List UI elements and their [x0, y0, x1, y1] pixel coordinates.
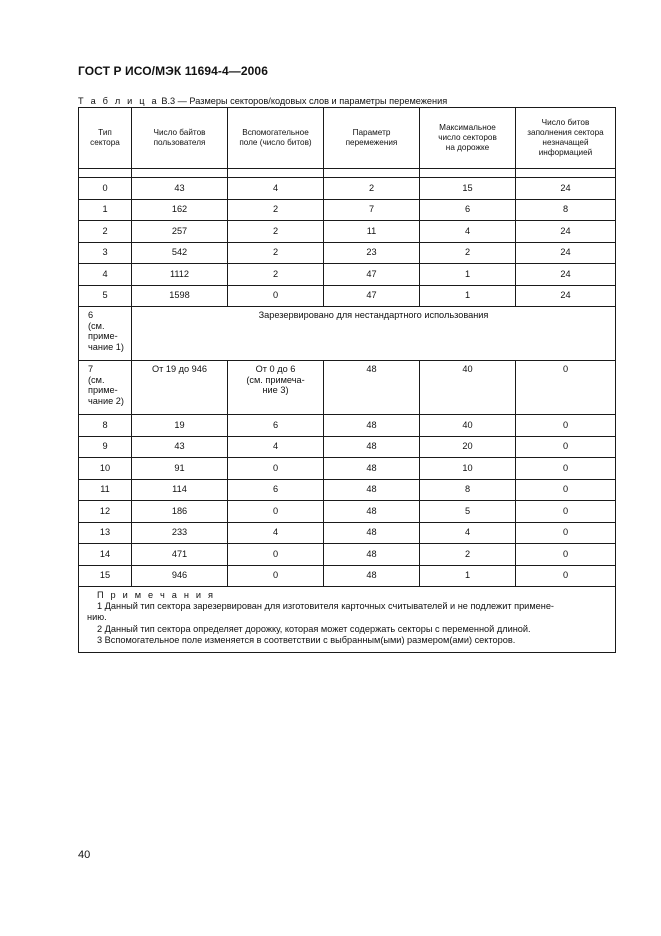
table-cell: 0 — [516, 415, 616, 437]
table-cell: 15 — [420, 178, 516, 200]
table-cell: 0 — [516, 522, 616, 544]
table-cell: 471 — [132, 544, 228, 566]
table-cell: 0 — [516, 361, 616, 415]
table-row — [79, 436, 616, 458]
table-cell: 24 — [516, 285, 616, 307]
page-number: 40 — [78, 849, 91, 861]
table-cell: 0 — [228, 501, 324, 523]
table-row — [79, 544, 616, 566]
table-notes — [79, 587, 616, 653]
table-row — [79, 479, 616, 501]
table-row — [79, 199, 616, 221]
table-cell: 15 — [79, 565, 132, 587]
table-cell: 946 — [132, 565, 228, 587]
table-header-row — [79, 108, 616, 169]
table-cell: 48 — [324, 479, 420, 501]
table-row — [79, 565, 616, 587]
table-cell: От 0 до 6 (см. примеча- ние 3) — [228, 361, 324, 415]
table-cell: 12 — [79, 501, 132, 523]
table-cell: 6 — [420, 199, 516, 221]
table-cell: 11 — [324, 221, 420, 243]
note-item: 2 Данный тип сектора определяет дорожку, которая может содержать секторы с переменной длиной. — [97, 623, 531, 634]
table-row — [79, 415, 616, 437]
table-cell: 20 — [420, 436, 516, 458]
table-cell: 43 — [132, 436, 228, 458]
table-row — [79, 178, 616, 200]
header-user-bytes: Число байтов пользователя — [132, 108, 228, 169]
table-cell: 6 — [228, 415, 324, 437]
table-row — [79, 522, 616, 544]
table-cell: 1 — [79, 199, 132, 221]
table-cell: 24 — [516, 178, 616, 200]
table-cell: 3 — [79, 242, 132, 264]
table-cell: 542 — [132, 242, 228, 264]
table-cell: 43 — [132, 178, 228, 200]
table-cell: 48 — [324, 458, 420, 480]
table-cell: 48 — [324, 565, 420, 587]
table-row-reserved — [79, 307, 616, 361]
table-cell: 0 — [228, 544, 324, 566]
document-header: ГОСТ Р ИСО/МЭК 11694-4—2006 — [78, 64, 268, 78]
table-cell: От 19 до 946 — [132, 361, 228, 415]
table-cell: 11 — [79, 479, 132, 501]
table-row — [79, 264, 616, 286]
table-cell: 91 — [132, 458, 228, 480]
table-cell: 0 — [516, 565, 616, 587]
header-max-sectors: Максимальное число секторов на дорожке — [420, 108, 516, 169]
table-cell: 1 — [420, 565, 516, 587]
table-cell: 47 — [324, 285, 420, 307]
note-item: нию. — [87, 612, 107, 623]
table-cell: 2 — [228, 199, 324, 221]
table-cell: 24 — [516, 264, 616, 286]
table-cell: 0 — [228, 565, 324, 587]
table-cell: 23 — [324, 242, 420, 264]
table-cell: 114 — [132, 479, 228, 501]
table-cell: 7 (см. приме- чание 2) — [79, 361, 132, 415]
table-caption — [78, 96, 447, 106]
note-item: 1 Данный тип сектора зарезервирован для изготовителя карточных считывателей и не подлежит примене- — [97, 601, 554, 612]
table-cell: 7 — [324, 199, 420, 221]
table-cell: 48 — [324, 436, 420, 458]
table-cell: 10 — [420, 458, 516, 480]
table-cell: 2 — [420, 544, 516, 566]
table-caption-text: В.3 — Размеры секторов/кодовых слов и параметры перемежения — [158, 96, 448, 106]
table-cell: 4 — [228, 522, 324, 544]
table-cell: 14 — [79, 544, 132, 566]
table-cell: 4 — [420, 522, 516, 544]
table-cell: 2 — [228, 221, 324, 243]
header-aux-field: Вспомогательное поле (число битов) — [228, 108, 324, 169]
table-cell: 1 — [420, 264, 516, 286]
table-cell: 10 — [79, 458, 132, 480]
table-notes-row — [79, 587, 616, 653]
header-sector-type: Тип сектора — [79, 108, 132, 169]
table-cell: 257 — [132, 221, 228, 243]
table-cell: 2 — [420, 242, 516, 264]
note-item: 3 Вспомогательное поле изменяется в соответствии с выбранным(ыми) размером(ами) секторов. — [97, 634, 516, 645]
table-row — [79, 242, 616, 264]
table-caption-label: Т а б л и ц а — [78, 96, 159, 106]
table-cell: 47 — [324, 264, 420, 286]
header-interleave-param: Параметр перемежения — [324, 108, 420, 169]
table-cell: 8 — [79, 415, 132, 437]
table-cell: 24 — [516, 242, 616, 264]
table-cell: 9 — [79, 436, 132, 458]
table-cell: 48 — [324, 544, 420, 566]
table-cell: 6 — [228, 479, 324, 501]
table-spacer-row — [79, 169, 616, 178]
table-cell: 48 — [324, 501, 420, 523]
table-cell: 24 — [516, 221, 616, 243]
table-cell: 8 — [420, 479, 516, 501]
table-cell: 0 — [516, 501, 616, 523]
table-cell: 0 — [228, 458, 324, 480]
table-cell: 48 — [324, 361, 420, 415]
table-cell: 13 — [79, 522, 132, 544]
table-cell: 48 — [324, 415, 420, 437]
table-row — [79, 501, 616, 523]
table-cell: 1 — [420, 285, 516, 307]
table-cell: 0 — [516, 544, 616, 566]
table-row — [79, 285, 616, 307]
table-cell: 0 — [516, 458, 616, 480]
table-cell: 19 — [132, 415, 228, 437]
table-row — [79, 458, 616, 480]
notes-title: П р и м е ч а н и я — [97, 590, 216, 600]
table-cell: 4 — [420, 221, 516, 243]
table-cell: 4 — [79, 264, 132, 286]
table-cell: 2 — [79, 221, 132, 243]
table-cell: 0 — [516, 436, 616, 458]
table-cell: 48 — [324, 522, 420, 544]
table-cell: 5 — [79, 285, 132, 307]
table-row — [79, 221, 616, 243]
table-cell: 40 — [420, 361, 516, 415]
table-cell: 5 — [420, 501, 516, 523]
table-cell: 162 — [132, 199, 228, 221]
table-cell: 233 — [132, 522, 228, 544]
table-cell: 0 — [79, 178, 132, 200]
table-cell: 40 — [420, 415, 516, 437]
table-cell: 2 — [228, 264, 324, 286]
table-cell: 8 — [516, 199, 616, 221]
header-fill-bits: Число битов заполнения сектора незначащей информацией — [516, 108, 616, 169]
table-cell: 4 — [228, 436, 324, 458]
table-cell: 4 — [228, 178, 324, 200]
table-row-variable — [79, 361, 616, 415]
reserved-note-cell: Зарезервировано для нестандартного использования — [132, 307, 616, 361]
sector-parameters-table — [78, 107, 616, 653]
table-cell: 186 — [132, 501, 228, 523]
table-cell: 1598 — [132, 285, 228, 307]
table-cell: 6 (см. приме- чание 1) — [79, 307, 132, 361]
table-cell: 0 — [516, 479, 616, 501]
table-cell: 2 — [228, 242, 324, 264]
table-cell: 1112 — [132, 264, 228, 286]
table-cell: 2 — [324, 178, 420, 200]
table-cell: 0 — [228, 285, 324, 307]
